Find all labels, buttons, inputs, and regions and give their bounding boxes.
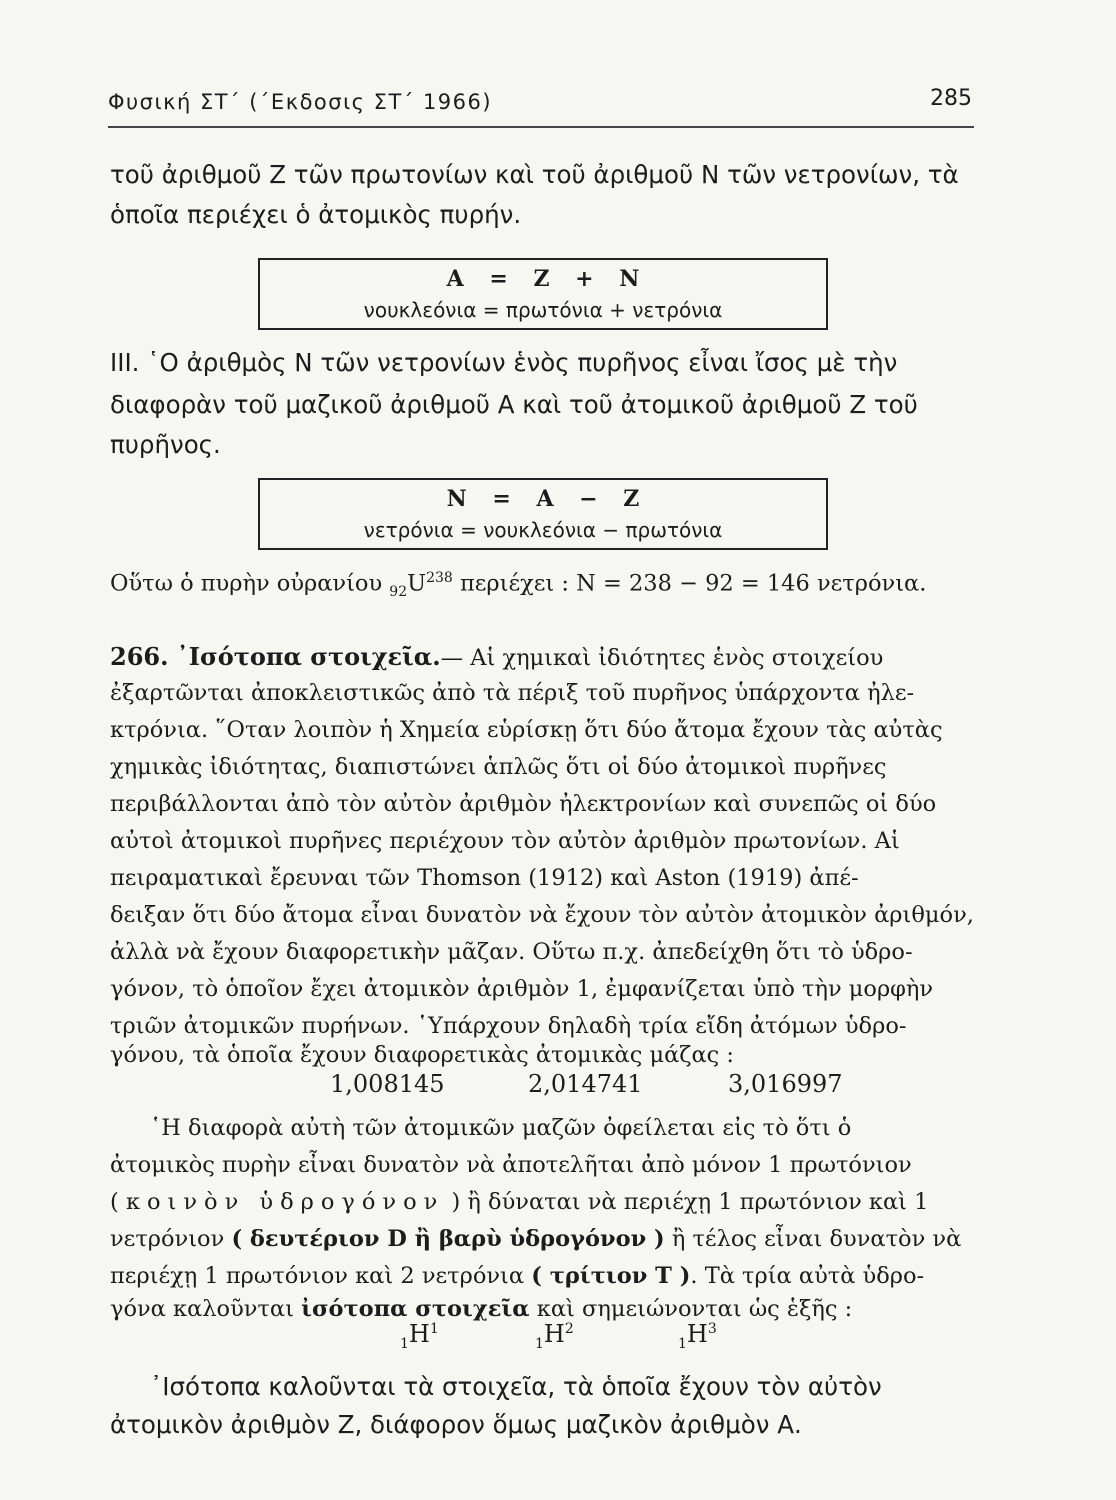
- body-line: τριῶν ἀτομικῶν πυρήνων. ῾Υπάρχουν δηλαδὴ τρία εἴδη ἀτόμων ὑδρο-: [110, 1013, 907, 1039]
- isotope-symbol: $_1H^2$: [535, 1320, 574, 1352]
- atomic-mass-value: 2,014741: [528, 1070, 643, 1098]
- body-line: γόνον, τὸ ὁποῖον ἔχει ἀτομικὸν ἀριθμὸν 1, ἐμφανίζεται ὑπὸ τὴν μορφὴν: [110, 976, 934, 1002]
- body-line: ἀτομικὸς πυρὴν εἶναι δυνατὸν νὰ ἀποτελῆται ἀπὸ μόνον 1 πρωτόνιον: [110, 1152, 912, 1178]
- uranium-example: Οὕτω ὁ πυρὴν οὐρανίου $_{92}U^{238}$ περιέχει : N = 238 − 92 = 146 νετρόνια.: [110, 570, 927, 600]
- formula-words: νετρόνια = νουκλεόνια − πρωτόνια: [363, 518, 723, 542]
- definition-line: ᾿Ισότοπα καλοῦνται τὰ στοιχεῖα, τὰ ὁποῖα ἔχουν τὸν αὐτὸν: [150, 1372, 882, 1401]
- formula-words: νουκλεόνια = πρωτόνια + νετρόνια: [363, 298, 723, 322]
- body-line: δειξαν ὅτι δύο ἄτομα εἶναι δυνατὸν νὰ ἔχουν τὸν αὐτὸν ἀτομικὸν ἀριθμόν,: [110, 902, 974, 928]
- body-line: περιέχῃ 1 πρωτόνιον καὶ 2 νετρόνια ( τρίτιον Τ ). Τὰ τρία αὐτὰ ὑδρο-: [110, 1263, 925, 1289]
- body-line: αὐτοὶ ἀτομικοὶ πυρῆνες περιέχουν τὸν αὐτὸν ἀριθμὸν πρωτονίων. Αἱ: [110, 828, 900, 854]
- atomic-mass-value: 1,008145: [330, 1070, 445, 1098]
- definition-line: ἀτομικὸν ἀριθμὸν Ζ, διάφορον ὅμως μαζικὸν ἀριθμὸν Α.: [110, 1410, 802, 1439]
- body-line: περιβάλλονται ἀπὸ τὸν αὐτὸν ἀριθμὸν ἠλεκτρονίων καὶ συνεπῶς οἱ δύο: [110, 791, 937, 817]
- section-266-first-line: 266. ᾿Ισότοπα στοιχεῖα.— Αἱ χημικαὶ ἰδιότητες ἑνὸς στοιχείου: [110, 642, 884, 671]
- body-line: νετρόνιον ( δευτέριον D ἢ βαρὺ ὑδρογόνον ) ἢ τέλος εἶναι δυνατὸν νὰ: [110, 1226, 962, 1252]
- atomic-mass-value: 3,016997: [728, 1070, 843, 1098]
- body-line: ῾Η διαφορὰ αὐτὴ τῶν ἀτομικῶν μαζῶν ὀφείλεται εἰς τὸ ὅτι ὁ: [150, 1115, 852, 1141]
- page-number: 285: [930, 86, 972, 111]
- section-iii-line: III. ῾Ο ἀριθμὸς Ν τῶν νετρονίων ἑνὸς πυρῆνος εἶναι ἴσος μὲ τὴν: [110, 348, 898, 377]
- deuterium-term: ( δευτέριον D ἢ βαρὺ ὑδρογόνον ): [231, 1226, 665, 1252]
- common-hydrogen-term: κοινὸν ὑδρογόνον: [125, 1189, 445, 1215]
- isotope-symbol: $_1H^1$: [400, 1320, 439, 1352]
- body-line: ( κοινὸν ὑδρογόνον ) ἢ δύναται νὰ περιέχῃ 1 πρωτόνιον καὶ 1: [110, 1189, 929, 1215]
- body-line: πειραματικαὶ ἔρευναι τῶν Thomson (1912) καὶ Aston (1919) ἀπέ-: [110, 865, 859, 891]
- body-line: γόνου, τὰ ὁποῖα ἔχουν διαφορετικὰς ἀτομικὰς μάζας :: [110, 1042, 735, 1068]
- section-iii-line: διαφορὰν τοῦ μαζικοῦ ἀριθμοῦ Α καὶ τοῦ ἀτομικοῦ ἀριθμοῦ Ζ τοῦ: [110, 390, 918, 419]
- section-heading: 266. ᾿Ισότοπα στοιχεῖα.: [110, 642, 441, 671]
- isotope-symbol: $_1H^3$: [678, 1320, 717, 1352]
- formula-box-neutrons: [258, 478, 828, 550]
- body-line: ἀλλὰ νὰ ἔχουν διαφορετικὴν μᾶζαν. Οὕτω π.χ. ἀπεδείχθη ὅτι τὸ ὑδρο-: [110, 939, 913, 965]
- section-iii-line: πυρῆνος.: [110, 430, 221, 459]
- body-line: κτρόνια. ῞Οταν λοιπὸν ἡ Χημεία εὑρίσκῃ ὅτι δύο ἄτομα ἔχουν τὰς αὐτὰς: [110, 717, 943, 743]
- body-line: χημικὰς ἰδιότητας, διαπιστώνει ἁπλῶς ὅτι οἱ δύο ἀτομικοὶ πυρῆνες: [110, 754, 887, 780]
- tritium-term: ( τρίτιον Τ ): [531, 1263, 691, 1289]
- formula-symbols: N = A − Z: [446, 486, 640, 512]
- body-line: ἐξαρτῶνται ἀποκλειστικῶς ἀπὸ τὰ πέριξ τοῦ πυρῆνος ὑπάρχοντα ἠλε-: [110, 680, 915, 706]
- isotopes-term: ἰσότοπα στοιχεῖα: [301, 1296, 530, 1322]
- intro-line: τοῦ ἀριθμοῦ Ζ τῶν πρωτονίων καὶ τοῦ ἀριθμοῦ Ν τῶν νετρονίων, τὰ: [110, 160, 959, 189]
- header-divider: [108, 126, 974, 128]
- formula-box-nucleons: [258, 258, 828, 330]
- body-line: γόνα καλοῦνται ἰσότοπα στοιχεῖα καὶ σημειώνονται ὡς ἑξῆς :: [110, 1296, 853, 1322]
- intro-line: ὁποῖα περιέχει ὁ ἀτομικὸς πυρήν.: [110, 200, 522, 229]
- formula-symbols: A = Z + N: [446, 266, 640, 292]
- running-header-title: Φυσική ΣΤ΄ (΄Εκδοσις ΣΤ΄ 1966): [108, 90, 493, 114]
